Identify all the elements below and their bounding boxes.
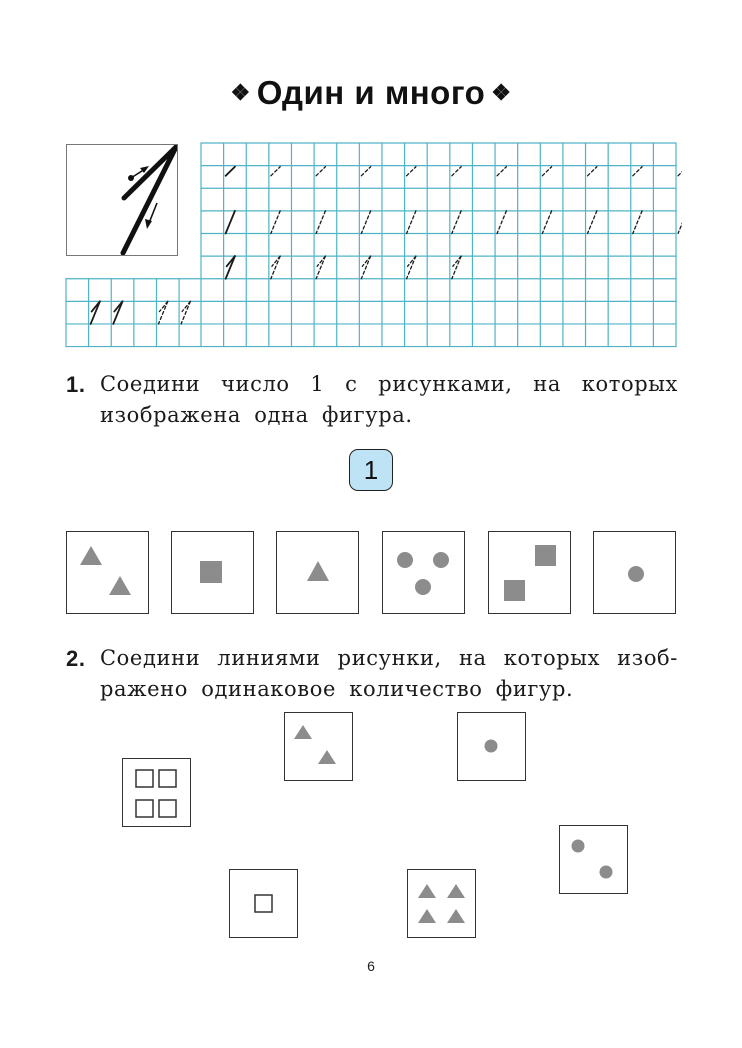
circle-icon	[594, 532, 674, 612]
circles-icon	[560, 826, 626, 892]
picture-card-one-circle[interactable]	[593, 531, 676, 614]
number-one-target[interactable]: 1	[349, 449, 393, 491]
square-icon	[172, 532, 252, 612]
task-text-line: изображена одна фигура.	[100, 403, 413, 427]
picture-card-two-triangles[interactable]	[66, 531, 149, 614]
page-number: 6	[367, 958, 375, 974]
copybook-grid	[60, 138, 682, 354]
task-number: 1.	[66, 372, 86, 397]
task-number: 2.	[66, 646, 86, 671]
ornament-icon: ❖	[230, 80, 251, 105]
picture-card-two-circles[interactable]	[559, 825, 628, 894]
task-text-line: ражено одинаковое количество фигур.	[100, 677, 574, 701]
outlined-square-icon	[230, 870, 296, 936]
outlined-squares-icon	[123, 759, 189, 825]
picture-card-two-triangles[interactable]	[284, 712, 353, 781]
circle-icon	[458, 713, 524, 779]
triangles-icon	[285, 713, 351, 779]
title-text: Один и много	[256, 74, 486, 111]
task-text-line: Соедини число 1 с рисунками, на которых	[100, 372, 678, 396]
squares-icon	[489, 532, 569, 612]
picture-card-one-square[interactable]	[171, 531, 254, 614]
ornament-icon: ❖	[491, 80, 512, 105]
triangles-icon	[408, 870, 474, 936]
picture-card-four-squares[interactable]	[122, 758, 191, 827]
circles-icon	[383, 532, 463, 612]
picture-card-one-outlined-square[interactable]	[229, 869, 298, 938]
task-1	[66, 369, 678, 431]
picture-card-one-circle[interactable]	[457, 712, 526, 781]
triangles-icon	[67, 532, 147, 612]
task-text-line: Соедини линиями рисунки, на которых изоб-	[100, 646, 678, 670]
triangle-icon	[277, 532, 357, 612]
page-title	[0, 74, 742, 112]
picture-card-four-triangles[interactable]	[407, 869, 476, 938]
task-2	[66, 643, 678, 705]
picture-card-one-triangle[interactable]	[276, 531, 359, 614]
picture-card-three-circles[interactable]	[382, 531, 465, 614]
picture-card-two-squares[interactable]	[488, 531, 571, 614]
